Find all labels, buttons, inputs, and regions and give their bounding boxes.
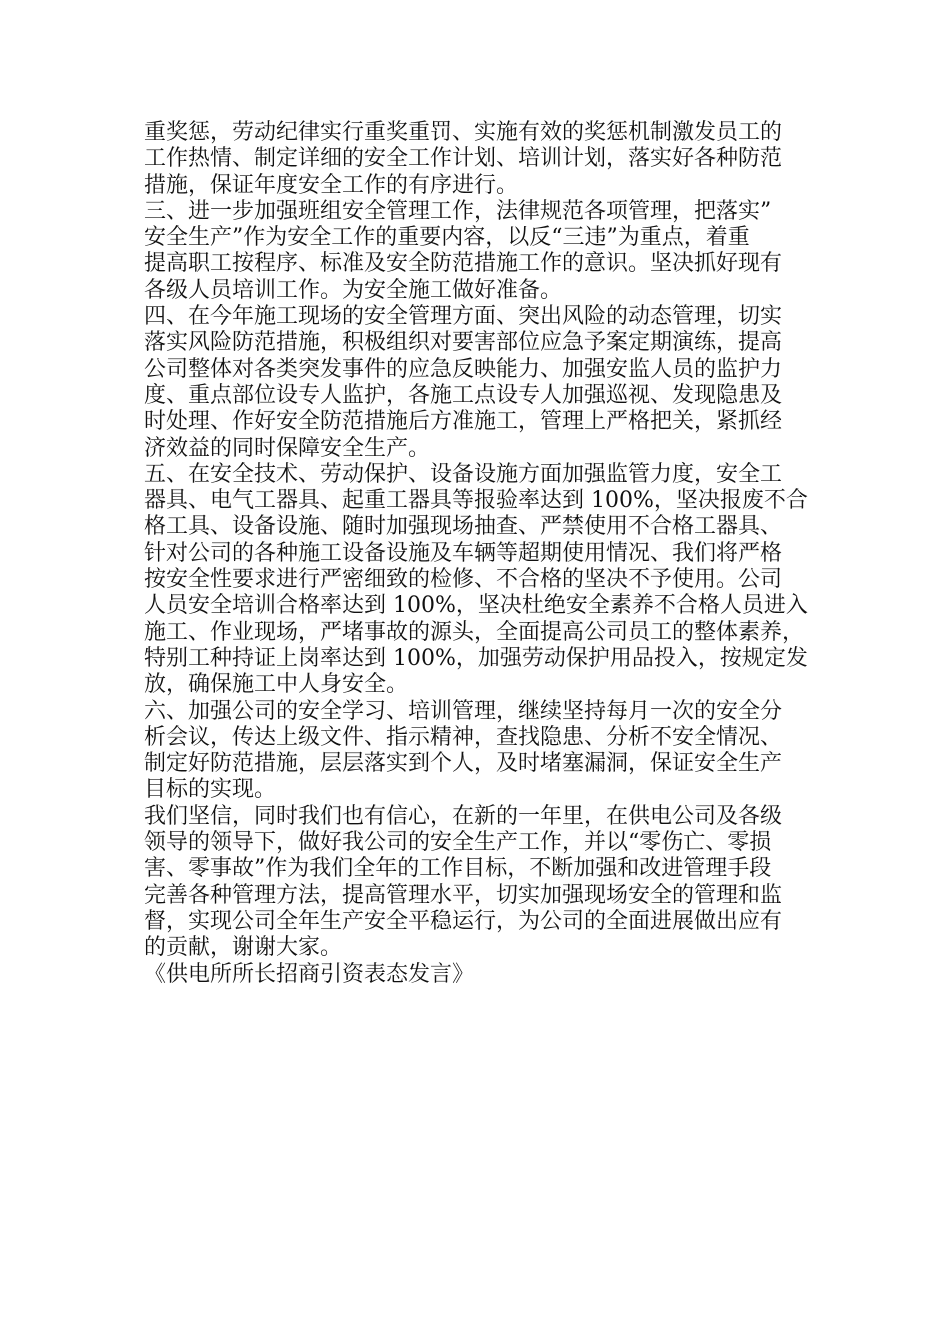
text-line: 措施，保证年度安全工作的有序进行。 (144, 172, 519, 198)
text-line: 时处理、作好安全防范措施后方准施工，管理上严格把关，紧抓经 (144, 409, 783, 435)
text-line: 器具、电气工器具、起重工器具等报验率达到 100%，坚决报废不合 (144, 488, 808, 514)
text-line: 格工具、设备设施、随时加强现场抽查、严禁使用不合格工器具、 (144, 514, 783, 540)
text-line: 四、在今年施工现场的安全管理方面、突出风险的动态管理，切实 (144, 304, 783, 330)
text-line: 济效益的同时保障安全生产。 (144, 435, 431, 461)
text-line: 各级人员培训工作。为安全施工做好准备。 (144, 277, 563, 303)
text-line: 完善各种管理方法，提高管理水平，切实加强现场安全的管理和监 (144, 882, 783, 908)
text-line: 提高职工按程序、标准及安全防范措施工作的意识。坚决抓好现有 (144, 251, 783, 277)
text-line: 重奖惩，劳动纪律实行重奖重罚、实施有效的奖惩机制激发员工的 (144, 120, 783, 145)
text-line: 放，确保施工中人身安全。 (144, 672, 409, 698)
text-line: 五、在安全技术、劳动保护、设备设施方面加强监管力度，安全工 (144, 461, 783, 487)
text-line: 工作热情、制定详细的安全工作计划、培训计划，落实好各种防范 (144, 146, 783, 172)
text-line: 施工、作业现场，严堵事故的源头，全面提高公司员工的整体素养， (144, 619, 805, 645)
text-line: 公司整体对各类突发事件的应急反映能力、加强安监人员的监护力 (144, 356, 783, 382)
text-line: 人员安全培训合格率达到 100%，坚决杜绝安全素养不合格人员进入 (144, 593, 808, 619)
text-line: 督，实现公司全年生产安全平稳运行，为公司的全面进展做出应有 (144, 908, 783, 934)
text-line: 安全生产”作为安全工作的重要内容，以反“三违”为重点，着重 (144, 225, 750, 251)
document-closing-title: 《供电所所长招商引资表态发言》 (144, 961, 475, 987)
text-line: 目标的实现。 (144, 777, 277, 803)
text-line: 落实风险防范措施，积极组织对要害部位应急予案定期演练，提高 (144, 330, 783, 356)
text-line: 领导的领导下，做好我公司的安全生产工作，并以“零伤亡、零损 (144, 830, 772, 856)
text-line: 我们坚信，同时我们也有信心，在新的一年里，在供电公司及各级 (144, 803, 783, 829)
text-line: 析会议，传达上级文件、指示精神，查找隐患、分析不安全情况、 (144, 724, 783, 750)
text-line: 度、重点部位设专人监护，各施工点设专人加强巡视、发现隐患及 (144, 382, 783, 408)
text-line: 六、加强公司的安全学习、培训管理，继续坚持每月一次的安全分 (144, 698, 783, 724)
text-line: 三、进一步加强班组安全管理工作，法律规范各项管理，把落实” (144, 198, 772, 224)
text-line: 制定好防范措施，层层落实到个人，及时堵塞漏洞，保证安全生产 (144, 751, 783, 777)
document-page (144, 120, 844, 988)
text-line: 害、零事故”作为我们全年的工作目标，不断加强和改进管理手段 (144, 856, 772, 882)
text-line: 特别工种持证上岗率达到 100%，加强劳动保护用品投入，按规定发 (144, 645, 808, 671)
text-line: 的贡献，谢谢大家。 (144, 935, 343, 961)
text-line: 针对公司的各种施工设备设施及车辆等超期使用情况、我们将严格 (144, 540, 783, 566)
text-line: 按安全性要求进行严密细致的检修、不合格的坚决不予使用。公司 (144, 567, 783, 593)
